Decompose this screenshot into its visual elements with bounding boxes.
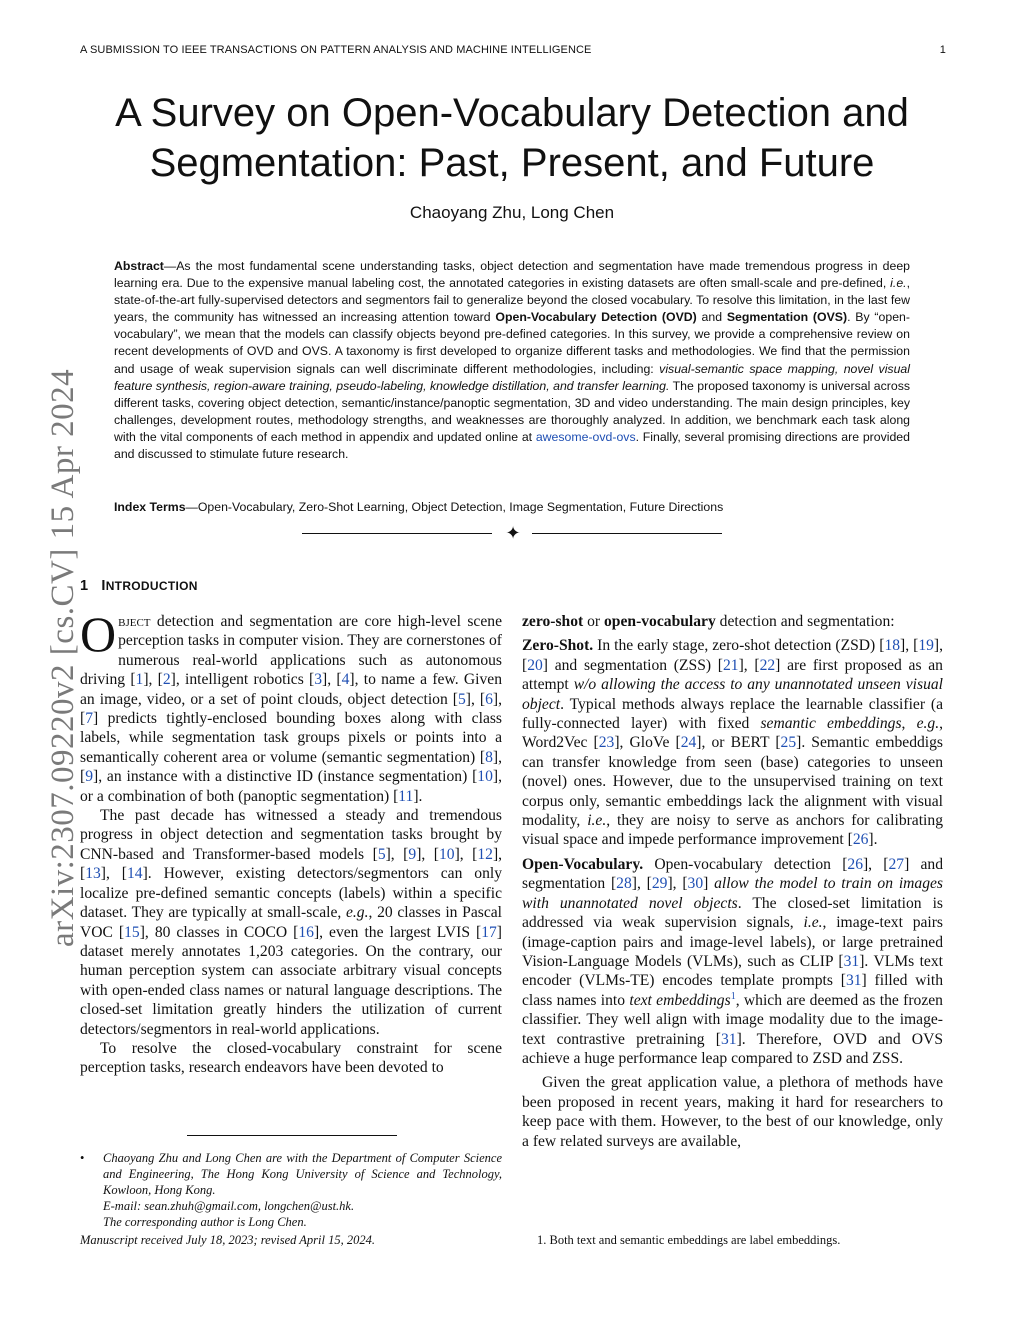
text: are first proposed as an attempt (522, 656, 943, 694)
italic-text: w/o allowing the access to any unannotated unseen visual object (522, 676, 943, 713)
citation[interactable]: 22 (759, 656, 776, 674)
right-column (522, 612, 943, 1151)
zero-shot-label: Zero-Shot. (522, 637, 594, 655)
citation[interactable]: 9 (408, 845, 417, 863)
paper-title (60, 88, 964, 188)
abstract-text-1: —As the most fundamental scene understanding tasks, object detection and segmentation have made tremendous progress in deep learning era. Due to the expensive manual labeling cost, the annotated categories in existing datasets are often small-scale and pre-defined, (114, 259, 910, 291)
text: . The closed-set limitation is addressed via weak supervision signals, (522, 894, 943, 932)
section-first-letter: I (101, 578, 106, 594)
zero-shot-term: zero-shot (522, 613, 584, 630)
text: and segmentation (ZSS) (548, 656, 718, 674)
title-line-1: A Survey on Open-Vocabulary Detection and (115, 91, 909, 135)
text: . (418, 787, 423, 805)
text: The past decade has witnessed a steady and tremendous progress in object detection and segmentation tasks brought by CNN-based and Transformer-based models (80, 807, 502, 863)
affiliation-text: Chaoyang Zhu and Long Chen are with the Department of Computer Science and Engineering, The Hong Kong University of Science and Technology, Kowloon, Hong Kong. (103, 1151, 502, 1197)
separator-line-right (532, 533, 722, 534)
citation[interactable]: 11 (398, 787, 414, 805)
citation[interactable]: 1 (135, 671, 144, 689)
abstract-ie: i.e. (890, 276, 907, 291)
footnote-1: 1. Both text and semantic embeddings are label embeddings. (537, 1233, 841, 1247)
open-vocabulary-label: Open-Vocabulary. (522, 855, 644, 873)
open-vocabulary-paragraph: Open-Vocabulary. Open-vocabulary detection [26], [27] and segmentation [28], [29], [30] allow the model to train on images with unannotated novel objects. The closed-set limitation is addressed via weak supervision signals, i.e., image-text pairs (image-caption pairs and image-level labels), or large pretrained Vision-Language Models (VLMs), such as CLIP [31]. VLMs text encoder (VLMs-TE) encodes template prompts [31] filled with class names into text embeddings$^1$, which are deemed as the frozen classifier. They well align with image modality due to the image-text contrastive pretraining [31]. Therefore, OVD and OVS achieve a huge performance leap compared to ZSD and ZSS. (522, 855, 944, 1067)
ie: i.e. (803, 914, 823, 932)
text: . Typical methods always replace the learnable classifier (a fully-connected layer) with fixed (522, 695, 943, 733)
citation[interactable]: 27 (888, 855, 905, 873)
abstract-label: Abstract (114, 259, 164, 273)
abstract (114, 258, 910, 463)
citation[interactable]: 25 (780, 734, 797, 752)
text: , image-text pairs (image-caption pairs and image-level labels), or large pretrained Vision-Language Models (VLMs), such as CLIP (522, 914, 944, 970)
text: , they are noisy to serve as anchors for calibrating visual space and impede performance improvement (522, 812, 943, 849)
footnote-marker[interactable]: 1 (730, 990, 736, 1002)
text: , which are deemed as the frozen classifier. They well align with image modality due to the image-text contrastive pretraining (522, 991, 943, 1048)
citation[interactable]: 15 (124, 923, 140, 941)
text: . VLMs text encoder (VLMs-TE) encodes template prompts (522, 952, 943, 990)
open-vocabulary-term: open-vocabulary (604, 613, 716, 630)
corresponding-author: The corresponding author is Long Chen. (103, 1215, 307, 1229)
title-line-2: Segmentation: Past, Present, and Future (149, 141, 875, 185)
smallcaps-word: bject (118, 613, 151, 630)
abstract-text-4: The proposed taxonomy is universal across different tasks, covering object detection, semantic/instance/panoptic segmentation, 3D and video understanding. The main design principles, key challenges, development routes, methodology strengths, and weaknesses are thoroughly analyzed. In addition, we benchmark each task along with the vital components of each method in appendix and updated online at (114, 378, 910, 444)
section-number: 1 (80, 578, 89, 594)
citation[interactable]: 31 (843, 952, 860, 970)
abstract-ovs: Segmentation (OVS) (726, 310, 848, 325)
citation[interactable]: 9 (85, 768, 93, 786)
abstract-text-5: . Finally, several promising directions are provided and discussed to stimulate future research. (114, 429, 910, 462)
index-terms (114, 499, 910, 516)
italic-text: allow the model to train on images with unannotated novel objects (522, 875, 943, 912)
paragraph-last: Given the great application value, a plethora of methods have been proposed in recent years, making it hard for researchers to keep pace with them. However, to the best of our knowledge, only a few related surveys are available, (522, 1074, 943, 1150)
text: , (901, 715, 917, 733)
text: , 20 classes in Pascal VOC (80, 904, 502, 941)
running-title: A SUBMISSION TO IEEE TRANSACTIONS ON PATTERN ANALYSIS AND MACHINE INTELLIGENCE (80, 44, 592, 56)
italic-text: text embeddings (629, 991, 731, 1009)
text: , intelligent robotics (175, 671, 310, 689)
text: , to name a few. Given an image, video, or a set of point clouds, object detection (80, 671, 502, 708)
citation[interactable]: 10 (438, 845, 455, 863)
footnote-rule (187, 1135, 397, 1136)
citation[interactable]: 21 (722, 656, 739, 674)
text: . Therefore, OVD and OVS achieve a huge performance leap compared to ZSD and ZSS. (522, 1030, 943, 1067)
page-number: 1 (939, 44, 946, 56)
text: , an instance with a distinctive ID (instance segmentation) (98, 768, 473, 786)
left-column (80, 606, 503, 1078)
citation[interactable]: 17 (481, 923, 497, 941)
section-heading (80, 578, 198, 594)
citation[interactable]: 23 (598, 734, 615, 752)
text: , 80 classes in COCO (144, 923, 294, 941)
citation[interactable]: 31 (720, 1030, 737, 1048)
citation[interactable]: 31 (845, 972, 862, 990)
citation[interactable]: 26 (852, 831, 869, 849)
text: or (583, 613, 604, 630)
abstract-methods: visual-semantic space mapping, novel visual feature synthesis, region-aware training, pseudo-labeling, knowledge distillation, and transfer learning. (114, 361, 910, 393)
zero-shot-paragraph: Zero-Shot. In the early stage, zero-shot detection (ZSD) [18], [19], [20] and segmentation (ZSS) [21], [22] are first proposed as an attempt w/o allowing the access to any unannotated unseen visual object. Typical methods always replace the learnable classifier (a fully-connected layer) with fixed semantic embeddings, e.g., Word2Vec [23], GloVe [24], or BERT [25]. Semantic embeddigs can transfer knowledge from seen (base) categories to unseen (novel) ones. However, due to the unsupervised training on text corpus only, semantic embeddings lack the alignment with visual modality, i.e., they are noisy to serve as anchors for calibrating visual space and impede performance improvement [26]. (522, 637, 943, 849)
text: , Word2Vec (522, 715, 943, 752)
separator-diamond-icon: ✦ (505, 523, 521, 543)
citation[interactable]: 4 (341, 671, 350, 689)
citation[interactable]: 16 (298, 923, 314, 941)
text: . However, existing detectors/segmentors can only localize pre-defined semantic concepts (labels) within a specific dataset. They are typically at small-scale, (80, 865, 502, 922)
citation[interactable]: 20 (527, 656, 543, 674)
abstract-text-3: . By “open-vocabulary”, we mean that the models can classify objects beyond pre-defined categories. In this survey, we provide a comprehensive review on recent developments of OVD and OVS. A taxonomy is first developed to organize different tasks and methodologies. We find that the permission and usage of weak supervision signals can well discriminate different methodologies, including: (114, 310, 910, 376)
citation[interactable]: 19 (918, 637, 934, 655)
citation[interactable]: 12 (477, 845, 493, 863)
eg: e.g. (345, 904, 369, 922)
citation[interactable]: 28 (616, 875, 632, 893)
text: detection and segmentation: (715, 613, 895, 630)
abstract-ovd: Open-Vocabulary Detection (OVD) (495, 310, 697, 325)
paragraph-3: To resolve the closed-vocabulary constraint for scene perception tasks, research endeavors have been devoted to (80, 1039, 502, 1077)
citation[interactable]: 5 (457, 690, 466, 708)
citation[interactable]: 30 (687, 875, 704, 893)
right-intro (522, 612, 943, 631)
abstract-and: and (696, 310, 727, 325)
ie: i.e. (587, 812, 607, 830)
citation[interactable]: 8 (485, 748, 493, 766)
eg: e.g. (916, 715, 940, 733)
text: , or BERT (701, 734, 776, 752)
citation[interactable]: 6 (485, 690, 493, 708)
authors: Chaoyang Zhu, Long Chen (409, 203, 615, 222)
paragraph-1: Object detection and segmentation are core high-level scene perception tasks in computer vision. They are cornerstones of numerous real-world applications such as autonomous driving [1], [2], intelligent robotics [3], [4], to name a few. Given an image, video, or a set of point clouds, object detection [5], [6], [7] predicts tightly-enclosed bounding boxes along with class labels, while segmentation task groups pixels or points into a semantically coherent area or volume (semantic segmentation) [8], [9], an instance with a distinctive ID (instance segmentation) [10], or a combination of both (panoptic segmentation) [11]. (80, 606, 502, 805)
index-terms-label: Index Terms (114, 500, 186, 514)
running-header (80, 44, 946, 56)
italic-text: semantic embeddings (760, 715, 902, 733)
text: . Semantic embeddigs can transfer knowledge from seen (base) categories to unseen (novel) ones. However, due to the unsupervised training on text corpus only, semantic embeddings lack the alignment with visual modality, (522, 734, 943, 830)
citation[interactable]: 26 (847, 855, 863, 873)
text: , or a combination of both (panoptic segmentation) (80, 768, 502, 805)
text: Open-vocabulary detection (643, 855, 843, 873)
section-title-rest: NTRODUCTION (105, 579, 198, 593)
text: In the early stage, zero-shot detection (ZSD) (593, 637, 880, 655)
text: dataset merely annotates 1,203 categories. On the contrary, our human perception system can associate arbitrary visual concepts with open-ended class names or natural language descriptions. The closed-set limitation greatly hinders the utilization of current detectors/segmentors in real-world applications. (80, 942, 502, 1038)
text: and segmentation (522, 855, 944, 893)
separator-line-left (302, 533, 492, 534)
citation[interactable]: 29 (651, 875, 668, 893)
text: predicts tightly-enclosed bounding boxes along with class labels, while segmentation task groups pixels or points into a semantically coherent area or volume (semantic segmentation) (80, 710, 502, 766)
citation[interactable]: 5 (377, 845, 386, 863)
citation[interactable]: 24 (680, 734, 697, 752)
affiliation-note (80, 1150, 502, 1230)
paragraph-2: The past decade has witnessed a steady and tremendous progress in object detection and segmentation tasks brought by CNN-based and Transformer-based models [5], [9], [10], [12], [13], [14]. However, existing detectors/segmentors can only localize pre-defined semantic concepts (labels) within a specific dataset. They are typically at small-scale, e.g., 20 classes in Pascal VOC [15], 80 classes in COCO [16], even the largest LVIS [17] dataset merely annotates 1,203 categories. On the contrary, our human perception system can associate arbitrary visual concepts with open-ended class names or natural language descriptions. The closed-set limitation greatly hinders the utilization of current detectors/segmentors in real-world applications. (80, 807, 503, 1038)
citation[interactable]: 7 (85, 710, 93, 728)
awesome-ovd-ovs-link[interactable]: awesome-ovd-ovs (535, 429, 636, 444)
text: , even the largest LVIS (319, 923, 476, 941)
text: , GloVe (619, 734, 676, 752)
drop-cap: O (80, 606, 117, 662)
email-text: E-mail: sean.zhuh@gmail.com, longchen@ust.hk. (103, 1199, 355, 1213)
citation[interactable]: 18 (884, 637, 901, 655)
citation[interactable]: 14 (126, 865, 143, 883)
text: . (873, 831, 878, 849)
citation[interactable]: 10 (477, 768, 493, 786)
bullet-icon: • (80, 1151, 85, 1165)
index-terms-text: —Open-Vocabulary, Zero-Shot Learning, Object Detection, Image Segmentation, Future Directions (185, 500, 724, 514)
citation[interactable]: 2 (162, 671, 171, 689)
abstract-text-2: , state-of-the-art fully-supervised detectors and segmentors fail to generalize beyond the closed vocabulary. To resolve this limitation, in the last few years, the community has witnessed an increasing attention toward (114, 276, 910, 325)
arxiv-stamp: arXiv:2307.09220v2 [cs.CV] 15 Apr 2024 (45, 368, 81, 947)
citation[interactable]: 13 (85, 865, 101, 883)
text: filled with class names into (522, 972, 943, 1009)
text: detection and segmentation are core high-level scene perception tasks in computer vision. They are cornerstones of numerous real-world applications such as autonomous driving (80, 613, 502, 689)
manuscript-note: Manuscript received July 18, 2023; revised April 15, 2024. (80, 1233, 375, 1247)
citation[interactable]: 3 (314, 671, 323, 689)
